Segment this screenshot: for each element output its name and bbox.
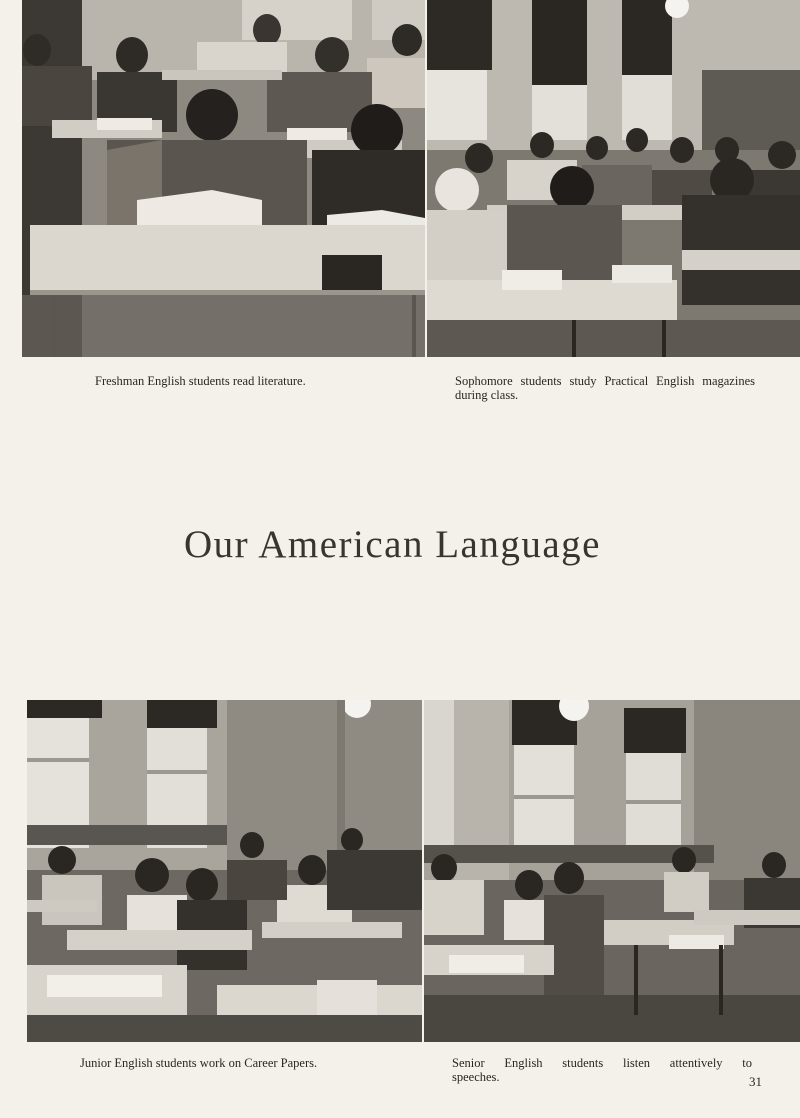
- page-number: 31: [749, 1074, 762, 1089]
- photo-sophomore-english: [427, 0, 800, 357]
- photo-freshman-image: [22, 0, 425, 357]
- caption-junior: Junior English students work on Career Papers.: [80, 1056, 318, 1070]
- photo-junior-image: [27, 700, 422, 1042]
- page-title: Our American Language: [183, 523, 601, 566]
- caption-senior: Senior English students listen attentively to speeches.: [452, 1056, 752, 1084]
- caption-freshman: Freshman English students read literature.: [95, 374, 306, 388]
- photo-junior-english: [27, 700, 422, 1042]
- photo-sophomore-image: [427, 0, 800, 357]
- caption-sophomore: Sophomore students study Practical English magazines during class.: [455, 374, 755, 402]
- photo-freshman-english: [22, 0, 425, 357]
- photo-senior-image: [424, 700, 800, 1042]
- photo-senior-english: [424, 700, 800, 1042]
